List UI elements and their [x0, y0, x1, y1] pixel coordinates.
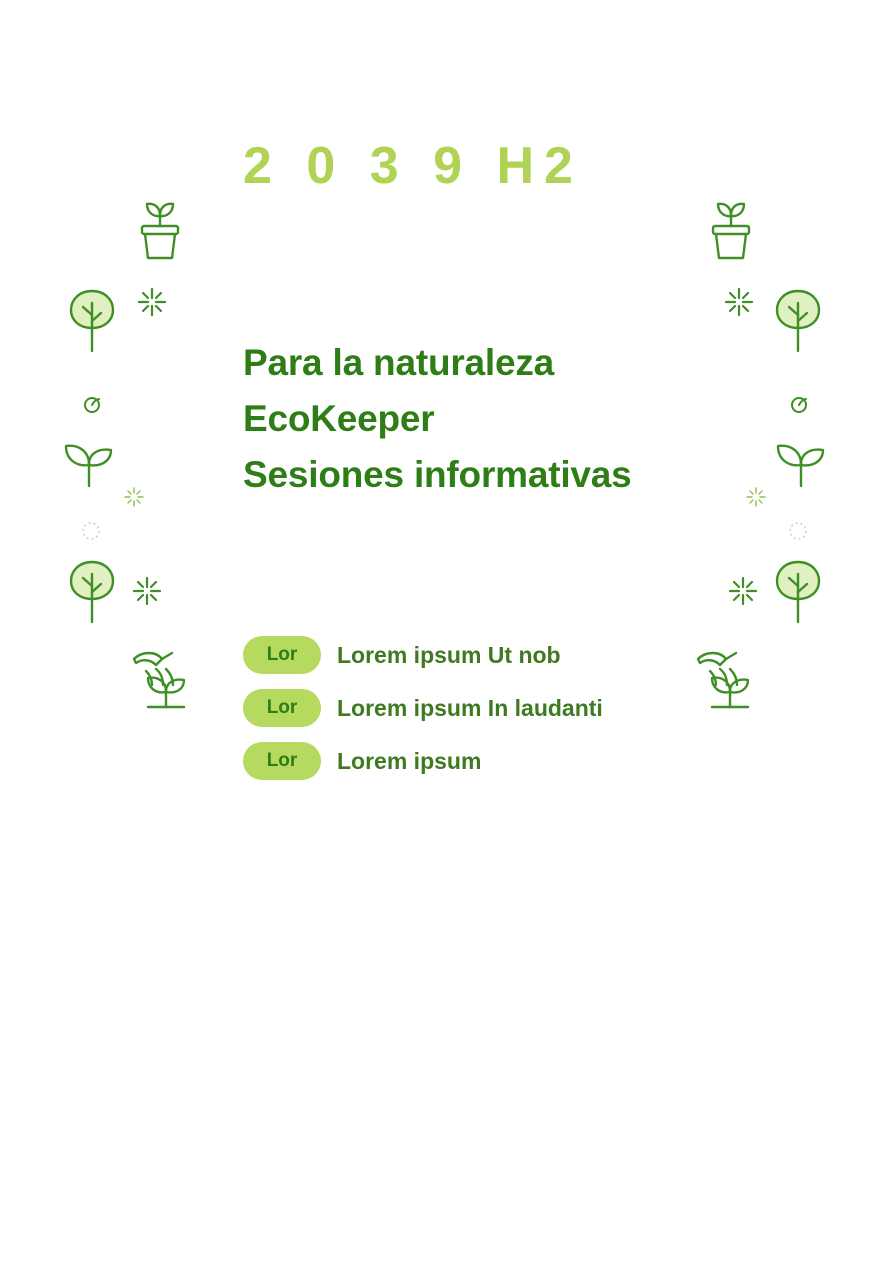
list-item — [243, 632, 763, 678]
session-list — [243, 632, 763, 791]
watering-plant-icon — [126, 645, 202, 722]
title-line-2: EcoKeeper — [243, 398, 435, 440]
seedling-icon — [768, 436, 834, 495]
tree-icon — [63, 285, 121, 362]
potted-plant-icon — [131, 198, 189, 269]
dotted-circle-icon — [81, 521, 101, 546]
list-item-label: Lorem ipsum — [337, 747, 482, 774]
status-badge: Lor — [243, 636, 321, 674]
sparkle-icon — [137, 287, 167, 322]
status-badge: Lor — [243, 742, 321, 780]
sprout-seed-icon — [787, 391, 811, 420]
sparkle-icon — [132, 576, 162, 611]
small-sparkle-icon — [746, 487, 766, 512]
list-item-label: Lorem ipsum Ut nob — [337, 641, 561, 668]
page-title — [243, 335, 713, 504]
tree-icon — [769, 556, 827, 633]
sprout-seed-icon — [80, 391, 104, 420]
status-badge: Lor — [243, 689, 321, 727]
tree-icon — [63, 556, 121, 633]
list-item — [243, 685, 763, 731]
sparkle-icon — [728, 576, 758, 611]
potted-plant-icon — [702, 198, 760, 269]
dotted-circle-icon — [788, 521, 808, 546]
list-item-label: Lorem ipsum In laudanti — [337, 694, 603, 721]
small-sparkle-icon — [124, 487, 144, 512]
title-line-3: Sesiones informativas — [243, 454, 632, 496]
seedling-icon — [56, 436, 122, 495]
sparkle-icon — [724, 287, 754, 322]
year-label: 2 0 3 9 H2 — [243, 137, 583, 195]
list-item — [243, 738, 763, 784]
tree-icon — [769, 285, 827, 362]
title-line-1: Para la naturaleza — [243, 342, 555, 383]
